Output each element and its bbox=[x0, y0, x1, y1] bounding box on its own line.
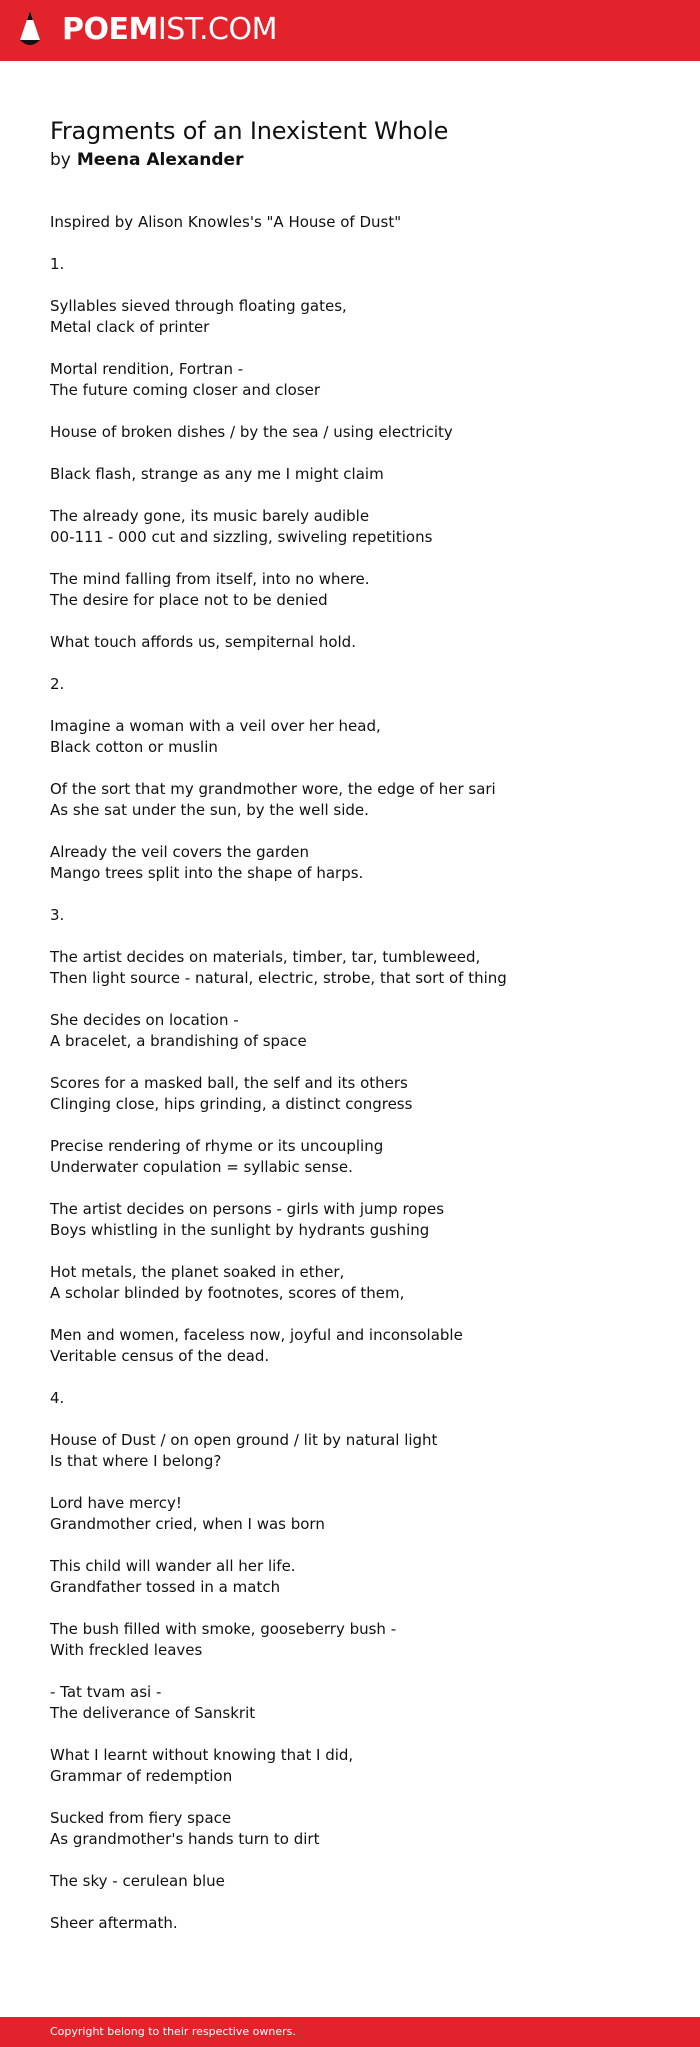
stanza bbox=[50, 464, 650, 485]
stanza bbox=[50, 1388, 650, 1409]
copyright-text: Copyright belong to their respective owners. bbox=[50, 2025, 296, 2038]
poem-body bbox=[50, 212, 650, 1934]
stanza bbox=[50, 1493, 650, 1535]
stanza bbox=[50, 1619, 650, 1661]
stanza bbox=[50, 905, 650, 926]
poem-line: Mortal rendition, Fortran - bbox=[50, 360, 244, 378]
stanza bbox=[50, 569, 650, 611]
poem-line: The bush filled with smoke, gooseberry bush - bbox=[50, 1620, 397, 1638]
poem-line: Underwater copulation = syllabic sense. bbox=[50, 1158, 353, 1176]
by-label: by bbox=[50, 150, 71, 170]
pencil-tip-icon[interactable] bbox=[18, 10, 42, 50]
poem-line: As grandmother's hands turn to dirt bbox=[50, 1830, 320, 1848]
stanza bbox=[50, 1808, 650, 1850]
poem-line: Clinging close, hips grinding, a distinct congress bbox=[50, 1095, 413, 1113]
poem-line: The sky - cerulean blue bbox=[50, 1872, 225, 1890]
poem-line: Sheer aftermath. bbox=[50, 1914, 178, 1932]
stanza bbox=[50, 1556, 650, 1598]
poem-title: Fragments of an Inexistent Whole bbox=[50, 117, 449, 145]
poem-line: - Tat tvam asi - bbox=[50, 1683, 162, 1701]
stanza bbox=[50, 842, 650, 884]
poem-line: 2. bbox=[50, 675, 65, 693]
poem-line: Is that where I belong? bbox=[50, 1452, 222, 1470]
poem-content bbox=[50, 114, 650, 1955]
stanza bbox=[50, 359, 650, 401]
poem-line: The already gone, its music barely audible bbox=[50, 507, 370, 525]
poem-line: Boys whistling in the sunlight by hydrants gushing bbox=[50, 1221, 430, 1239]
poem-line: Sucked from fiery space bbox=[50, 1809, 232, 1827]
stanza bbox=[50, 422, 650, 443]
stanza bbox=[50, 296, 650, 338]
stanza bbox=[50, 779, 650, 821]
poem-line: Of the sort that my grandmother wore, the edge of her sari bbox=[50, 780, 496, 798]
poem-line: Black flash, strange as any me I might claim bbox=[50, 465, 384, 483]
stanza bbox=[50, 1325, 650, 1367]
poem-line: Hot metals, the planet soaked in ether, bbox=[50, 1263, 345, 1281]
stanza bbox=[50, 1745, 650, 1787]
stanza bbox=[50, 212, 650, 233]
stanza bbox=[50, 1871, 650, 1892]
poem-line: The future coming closer and closer bbox=[50, 381, 321, 399]
poem-line: With freckled leaves bbox=[50, 1641, 203, 1659]
stanza bbox=[50, 947, 650, 989]
poem-line: 00-111 - 000 cut and sizzling, swiveling repetitions bbox=[50, 528, 433, 546]
poem-line: Precise rendering of rhyme or its uncoupling bbox=[50, 1137, 384, 1155]
poem-line: The artist decides on materials, timber, tar, tumbleweed, bbox=[50, 948, 481, 966]
poem-line: As she sat under the sun, by the well side. bbox=[50, 801, 369, 819]
poem-line: Men and women, faceless now, joyful and inconsolable bbox=[50, 1326, 463, 1344]
poem-line: The artist decides on persons - girls with jump ropes bbox=[50, 1200, 445, 1218]
stanza bbox=[50, 1682, 650, 1724]
poem-line: She decides on location - bbox=[50, 1011, 239, 1029]
poem-line: This child will wander all her life. bbox=[50, 1557, 296, 1575]
poem-line: The deliverance of Sanskrit bbox=[50, 1704, 256, 1722]
poem-line: Grammar of redemption bbox=[50, 1767, 233, 1785]
poem-line: 3. bbox=[50, 906, 65, 924]
poem-line: Then light source - natural, electric, strobe, that sort of thing bbox=[50, 969, 507, 987]
logo-light-text: IST.COM bbox=[157, 12, 277, 47]
site-header bbox=[0, 0, 700, 61]
poem-line: Scores for a masked ball, the self and its others bbox=[50, 1074, 408, 1092]
poem-line: Metal clack of printer bbox=[50, 318, 210, 336]
logo-bold-text: POEM bbox=[62, 12, 158, 47]
poem-line: A scholar blinded by footnotes, scores of them, bbox=[50, 1284, 405, 1302]
poem-line: Veritable census of the dead. bbox=[50, 1347, 270, 1365]
stanza bbox=[50, 506, 650, 548]
stanza bbox=[50, 632, 650, 653]
stanza bbox=[50, 1913, 650, 1934]
poem-line: Mango trees split into the shape of harps. bbox=[50, 864, 364, 882]
stanza bbox=[50, 716, 650, 758]
poem-line: Grandfather tossed in a match bbox=[50, 1578, 281, 1596]
poem-line: Grandmother cried, when I was born bbox=[50, 1515, 325, 1533]
poem-line: What I learnt without knowing that I did, bbox=[50, 1746, 354, 1764]
poem-line: Inspired by Alison Knowles's "A House of Dust" bbox=[50, 213, 402, 231]
poem-line: The desire for place not to be denied bbox=[50, 591, 328, 609]
byline bbox=[50, 148, 650, 172]
poem-line: Imagine a woman with a veil over her head, bbox=[50, 717, 381, 735]
stanza bbox=[50, 254, 650, 275]
author-name: Meena Alexander bbox=[76, 150, 244, 170]
stanza bbox=[50, 1262, 650, 1304]
stanza bbox=[50, 1430, 650, 1472]
poem-line: House of broken dishes / by the sea / using electricity bbox=[50, 423, 453, 441]
poem-line: House of Dust / on open ground / lit by natural light bbox=[50, 1431, 438, 1449]
poem-line: Lord have mercy! bbox=[50, 1494, 182, 1512]
stanza bbox=[50, 1136, 650, 1178]
poem-line: 1. bbox=[50, 255, 65, 273]
stanza bbox=[50, 1073, 650, 1115]
site-footer bbox=[0, 2017, 700, 2047]
poem-line: 4. bbox=[50, 1389, 65, 1407]
stanza bbox=[50, 674, 650, 695]
stanza bbox=[50, 1010, 650, 1052]
poem-line: Syllables sieved through floating gates, bbox=[50, 297, 347, 315]
stanza bbox=[50, 1199, 650, 1241]
poem-line: A bracelet, a brandishing of space bbox=[50, 1032, 307, 1050]
poem-line: Black cotton or muslin bbox=[50, 738, 218, 756]
poem-line: What touch affords us, sempiternal hold. bbox=[50, 633, 356, 651]
site-logo[interactable] bbox=[62, 10, 277, 50]
poem-line: The mind falling from itself, into no where. bbox=[50, 570, 370, 588]
poem-line: Already the veil covers the garden bbox=[50, 843, 309, 861]
